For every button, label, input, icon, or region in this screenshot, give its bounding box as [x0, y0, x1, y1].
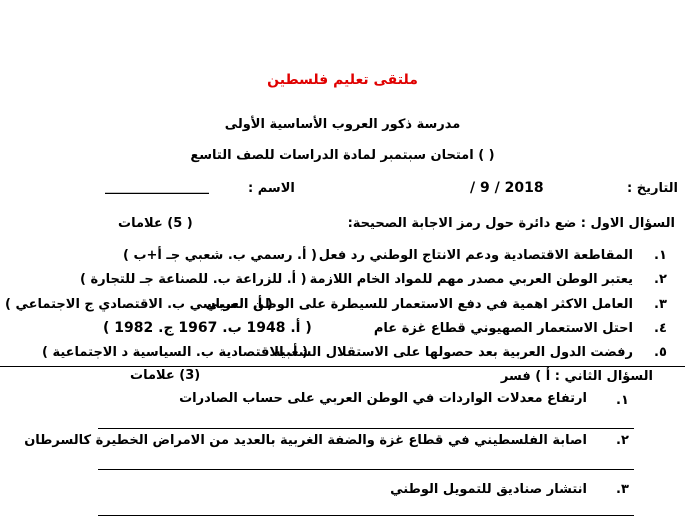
q2-item-text: انتشار صناديق للتمويل الوطني	[390, 482, 587, 497]
q1-item-options[interactable]: ( أ. 1948 ب. 1967 ج. 1982 )	[103, 320, 312, 336]
section-divider	[0, 366, 685, 367]
q1-item-options[interactable]: ( أ. السياسي ب. الاقتصادي ج الاجتماعي )	[5, 297, 273, 312]
q2-answer-line[interactable]	[98, 515, 634, 516]
q1-item-number: .٤	[654, 321, 667, 336]
q1-marks: ( 5) علامات	[118, 216, 193, 231]
q2-answer-line[interactable]	[98, 428, 634, 429]
q1-item-options[interactable]: ( أ. رسمي ب. شعبي جـ أ+ب )	[123, 248, 317, 263]
q1-item-options[interactable]: ( أ. للزراعة ب. للصناعة جـ للتجارة )	[80, 272, 307, 287]
q2-item-number: .٢	[616, 433, 629, 448]
q1-item-options[interactable]: ( أ. الاقتصادية ب. السياسية د الاجتماعية )	[42, 345, 308, 360]
forum-title: ملتقى تعليم فلسطين	[267, 72, 418, 88]
q1-item-number: .١	[654, 248, 667, 263]
q2-answer-line[interactable]	[98, 469, 634, 470]
name-blank[interactable]: ________________	[105, 180, 209, 195]
q2-item-text: ارتفاع معدلات الواردات في الوطن العربي على حساب الصادرات	[179, 391, 587, 406]
q1-item-text: يعتبر الوطن العربي مصدر مهم للمواد الخام اللازمة	[309, 272, 633, 287]
q2-title: السؤال الثاني : أ ) فسر	[500, 369, 653, 384]
school-name: مدرسة ذكور العروب الأساسية الأولى	[224, 117, 461, 132]
q2-marks: (3) علامات	[130, 368, 201, 383]
q1-item-text: المقاطعة الاقتصادية ودعم الانتاج الوطني رد فعل	[318, 248, 633, 263]
q2-item-number: .٣	[616, 482, 629, 497]
q1-item-text: العامل الاكثر اهمية في دفع الاستعمار للسيطرة على الوطن العربي	[205, 297, 633, 312]
q1-item-text: احتل الاستعمار الصهيوني قطاع غزة عام	[373, 321, 633, 336]
q1-item-number: .٢	[654, 272, 667, 287]
date-label: التاريخ :	[627, 181, 678, 196]
q1-item-text: رفضت الدول العربية بعد حصولها على الاستقلال الشعبية	[272, 345, 633, 360]
q1-item-number: .٥	[654, 345, 667, 360]
q2-item-number: .١	[616, 393, 629, 408]
name-label: الاسم :	[248, 181, 295, 196]
q1-item-number: .٣	[654, 297, 667, 312]
q2-item-text: اصابة الفلسطيني في قطاع غزة والضفة الغربية بالعديد من الامراض الخطيرة كالسرطان	[24, 433, 587, 448]
q1-title: السؤال الاول : ضع دائرة حول رمز الاجابة الصحيحة:	[347, 216, 675, 231]
date-value: / 9 / 2018	[470, 180, 544, 196]
exam-title: امتحان سبتمبر لمادة الدراسات للصف التاسع ( )	[190, 148, 495, 163]
